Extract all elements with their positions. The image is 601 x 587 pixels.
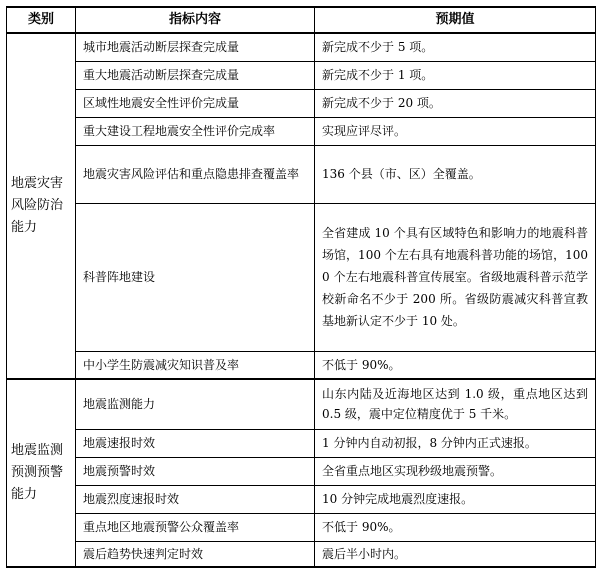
table-row [7,485,596,513]
table-row [7,457,596,485]
category-cell-monitoring-forecast: 地震监测预测预警能力 [7,379,76,567]
indicator-cell: 重点地区地震预警公众覆盖率 [76,513,315,541]
table-row [7,203,596,351]
header-target: 预期值 [315,7,596,33]
target-cell: 新完成不少于 1 项。 [315,61,596,89]
table-header-row [7,7,596,33]
target-cell: 新完成不少于 20 项。 [315,89,596,117]
table-row [7,379,596,429]
table-row [7,513,596,541]
table-row [7,89,596,117]
target-cell: 不低于 90%。 [315,513,596,541]
category-cell-risk-prevention: 地震灾害风险防治能力 [7,33,76,379]
indicator-cell: 地震速报时效 [76,429,315,457]
table-row [7,145,596,203]
indicator-cell: 区域性地震安全性评价完成量 [76,89,315,117]
indicator-cell: 地震预警时效 [76,457,315,485]
table-row [7,61,596,89]
target-cell: 实现应评尽评。 [315,117,596,145]
indicator-cell: 城市地震活动断层探查完成量 [76,33,315,61]
table-row [7,429,596,457]
target-cell: 全省重点地区实现秒级地震预警。 [315,457,596,485]
table-row [7,117,596,145]
target-cell: 震后半小时内。 [315,541,596,567]
indicator-cell: 科普阵地建设 [76,203,315,351]
indicator-cell: 重大建设工程地震安全性评价完成率 [76,117,315,145]
header-category: 类别 [7,7,76,33]
target-cell: 山东内陆及近海地区达到 1.0 级，重点地区达到 0.5 级，震中定位精度优于 5 千米。 [315,379,596,429]
indicator-cell: 地震烈度速报时效 [76,485,315,513]
table-row [7,33,596,61]
indicator-cell: 地震监测能力 [76,379,315,429]
target-cell: 1 分钟内自动初报，8 分钟内正式速报。 [315,429,596,457]
table-row [7,351,596,379]
indicator-cell: 重大地震活动断层探查完成量 [76,61,315,89]
indicator-cell: 震后趋势快速判定时效 [76,541,315,567]
indicator-table [6,6,596,568]
target-cell: 全省建成 10 个具有区域特色和影响力的地震科普场馆，100 个左右具有地震科普功能的场馆，1000 个左右地震科普宣传展室。省级地震科普示范学校新命名不少于 200 所。省级防震减灾科普宣教基地新认定不少于 10 处。 [315,203,596,351]
target-cell: 136 个县（市、区）全覆盖。 [315,145,596,203]
target-cell: 不低于 90%。 [315,351,596,379]
header-indicator: 指标内容 [76,7,315,33]
table-row [7,541,596,567]
target-cell: 10 分钟完成地震烈度速报。 [315,485,596,513]
indicator-cell: 中小学生防震减灾知识普及率 [76,351,315,379]
indicator-cell: 地震灾害风险评估和重点隐患排查覆盖率 [76,145,315,203]
target-cell: 新完成不少于 5 项。 [315,33,596,61]
indicator-table-container [6,6,596,568]
